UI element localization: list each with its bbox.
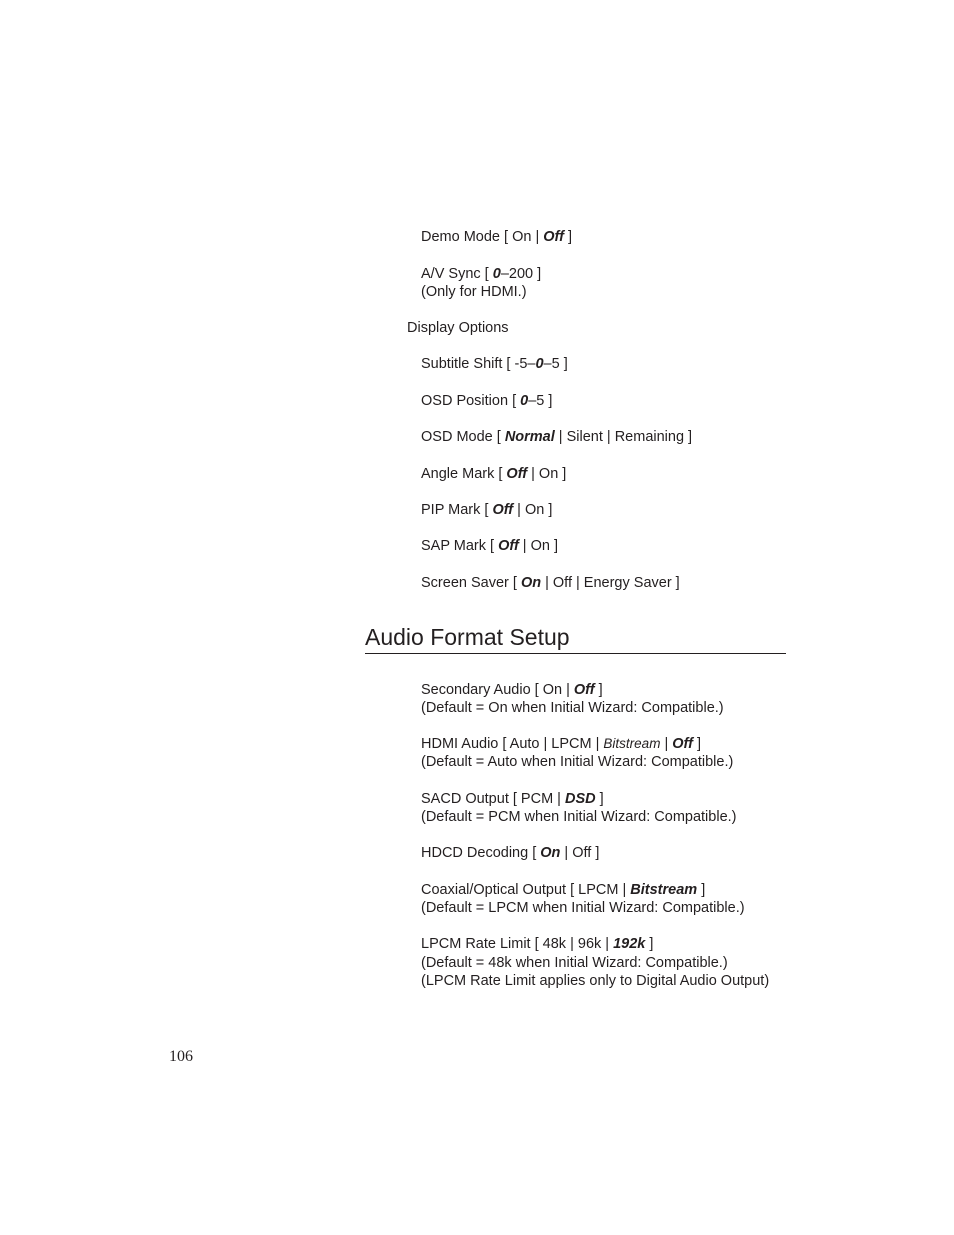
setting-label: Angle Mark [ [421, 466, 507, 482]
setting-label: Coaxial/Optical Output [ LPCM | [421, 882, 631, 898]
audio-format-setup-title: Audio Format Setup [365, 623, 786, 654]
other-options: | On ] [518, 538, 559, 554]
default-option: Off [672, 736, 693, 752]
setting-label: HDCD Decoding [ [421, 845, 541, 861]
lpcm-rate-limit-note-default: (Default = 48k when Initial Wizard: Compatible.) [421, 955, 728, 971]
other-options: | On ] [513, 502, 553, 518]
default-option: Normal [504, 429, 555, 445]
setting-label: LPCM Rate Limit [ 48k | 96k | [421, 936, 614, 952]
screen-saver-setting [421, 574, 680, 592]
demo-mode-setting [421, 228, 572, 246]
sacd-output-setting [421, 790, 604, 808]
sacd-output-note: (Default = PCM when Initial Wizard: Compatible.) [421, 809, 737, 825]
angle-mark-setting [421, 465, 566, 483]
setting-label: Screen Saver [ [421, 575, 521, 591]
default-option: 192k [613, 936, 646, 952]
default-option: Off [543, 229, 564, 245]
secondary-audio-note: (Default = On when Initial Wizard: Compatible.) [421, 700, 724, 716]
setting-label: SAP Mark [ [421, 538, 499, 554]
sap-mark-setting [421, 537, 558, 555]
separator: | [531, 229, 544, 245]
other-options: | Off ] [560, 845, 600, 861]
bracket-close: ] [692, 736, 702, 752]
setting-label: Subtitle Shift [ -5– [421, 356, 536, 372]
other-options: | Silent | Remaining ] [554, 429, 693, 445]
setting-range: –5 ] [528, 393, 553, 409]
default-option: On [540, 845, 561, 861]
osd-mode-setting [421, 428, 692, 446]
default-option: 0 [535, 356, 544, 372]
separator: | [660, 736, 673, 752]
bracket-close: ] [595, 791, 604, 807]
setting-label: HDMI Audio [ Auto | LPCM | [421, 736, 604, 752]
subtitle-shift-setting [421, 355, 568, 373]
other-options: | Off | Energy Saver ] [541, 575, 680, 591]
option-on: On [512, 229, 532, 245]
bracket-close: ] [697, 882, 706, 898]
display-options-heading: Display Options [407, 320, 509, 336]
setting-label: Secondary Audio [ On | [421, 682, 574, 698]
hdcd-decoding-setting [421, 844, 599, 862]
lpcm-rate-limit-note-scope: (LPCM Rate Limit applies only to Digital Audio Output) [421, 973, 770, 989]
secondary-audio-setting [421, 681, 603, 699]
coaxial-optical-output-setting [421, 881, 705, 899]
default-option: Bitstream [630, 882, 698, 898]
lpcm-rate-limit-setting [421, 935, 653, 953]
setting-label: Demo Mode [ [421, 229, 513, 245]
default-option: Off [492, 502, 514, 518]
default-option: Off [573, 682, 595, 698]
av-sync-note: (Only for HDMI.) [421, 284, 527, 300]
osd-position-setting [421, 392, 552, 410]
setting-label: OSD Position [ [421, 393, 521, 409]
page-number: 106 [169, 1048, 193, 1065]
hdmi-audio-setting [421, 735, 701, 753]
default-option: 0 [520, 393, 529, 409]
setting-label: OSD Mode [ [421, 429, 505, 445]
av-sync-setting [421, 265, 541, 283]
default-option: On [520, 575, 542, 591]
setting-label: A/V Sync [ [421, 266, 493, 282]
bracket-close: ] [563, 229, 572, 245]
default-option: 0 [492, 266, 501, 282]
bracket-close: ] [594, 682, 603, 698]
default-option: Off [506, 466, 528, 482]
setting-range: –200 ] [500, 266, 542, 282]
default-option: Off [498, 538, 519, 554]
pip-mark-setting [421, 501, 552, 519]
setting-label: SACD Output [ PCM | [421, 791, 565, 807]
coaxial-optical-output-note: (Default = LPCM when Initial Wizard: Compatible.) [421, 900, 745, 916]
default-option: DSD [564, 791, 596, 807]
hdmi-audio-note: (Default = Auto when Initial Wizard: Compatible.) [421, 754, 734, 770]
other-options: | On ] [527, 466, 567, 482]
setting-label: PIP Mark [ [421, 502, 493, 518]
italic-option: Bitstream [603, 736, 661, 751]
setting-range: –5 ] [543, 356, 568, 372]
bracket-close: ] [645, 936, 654, 952]
